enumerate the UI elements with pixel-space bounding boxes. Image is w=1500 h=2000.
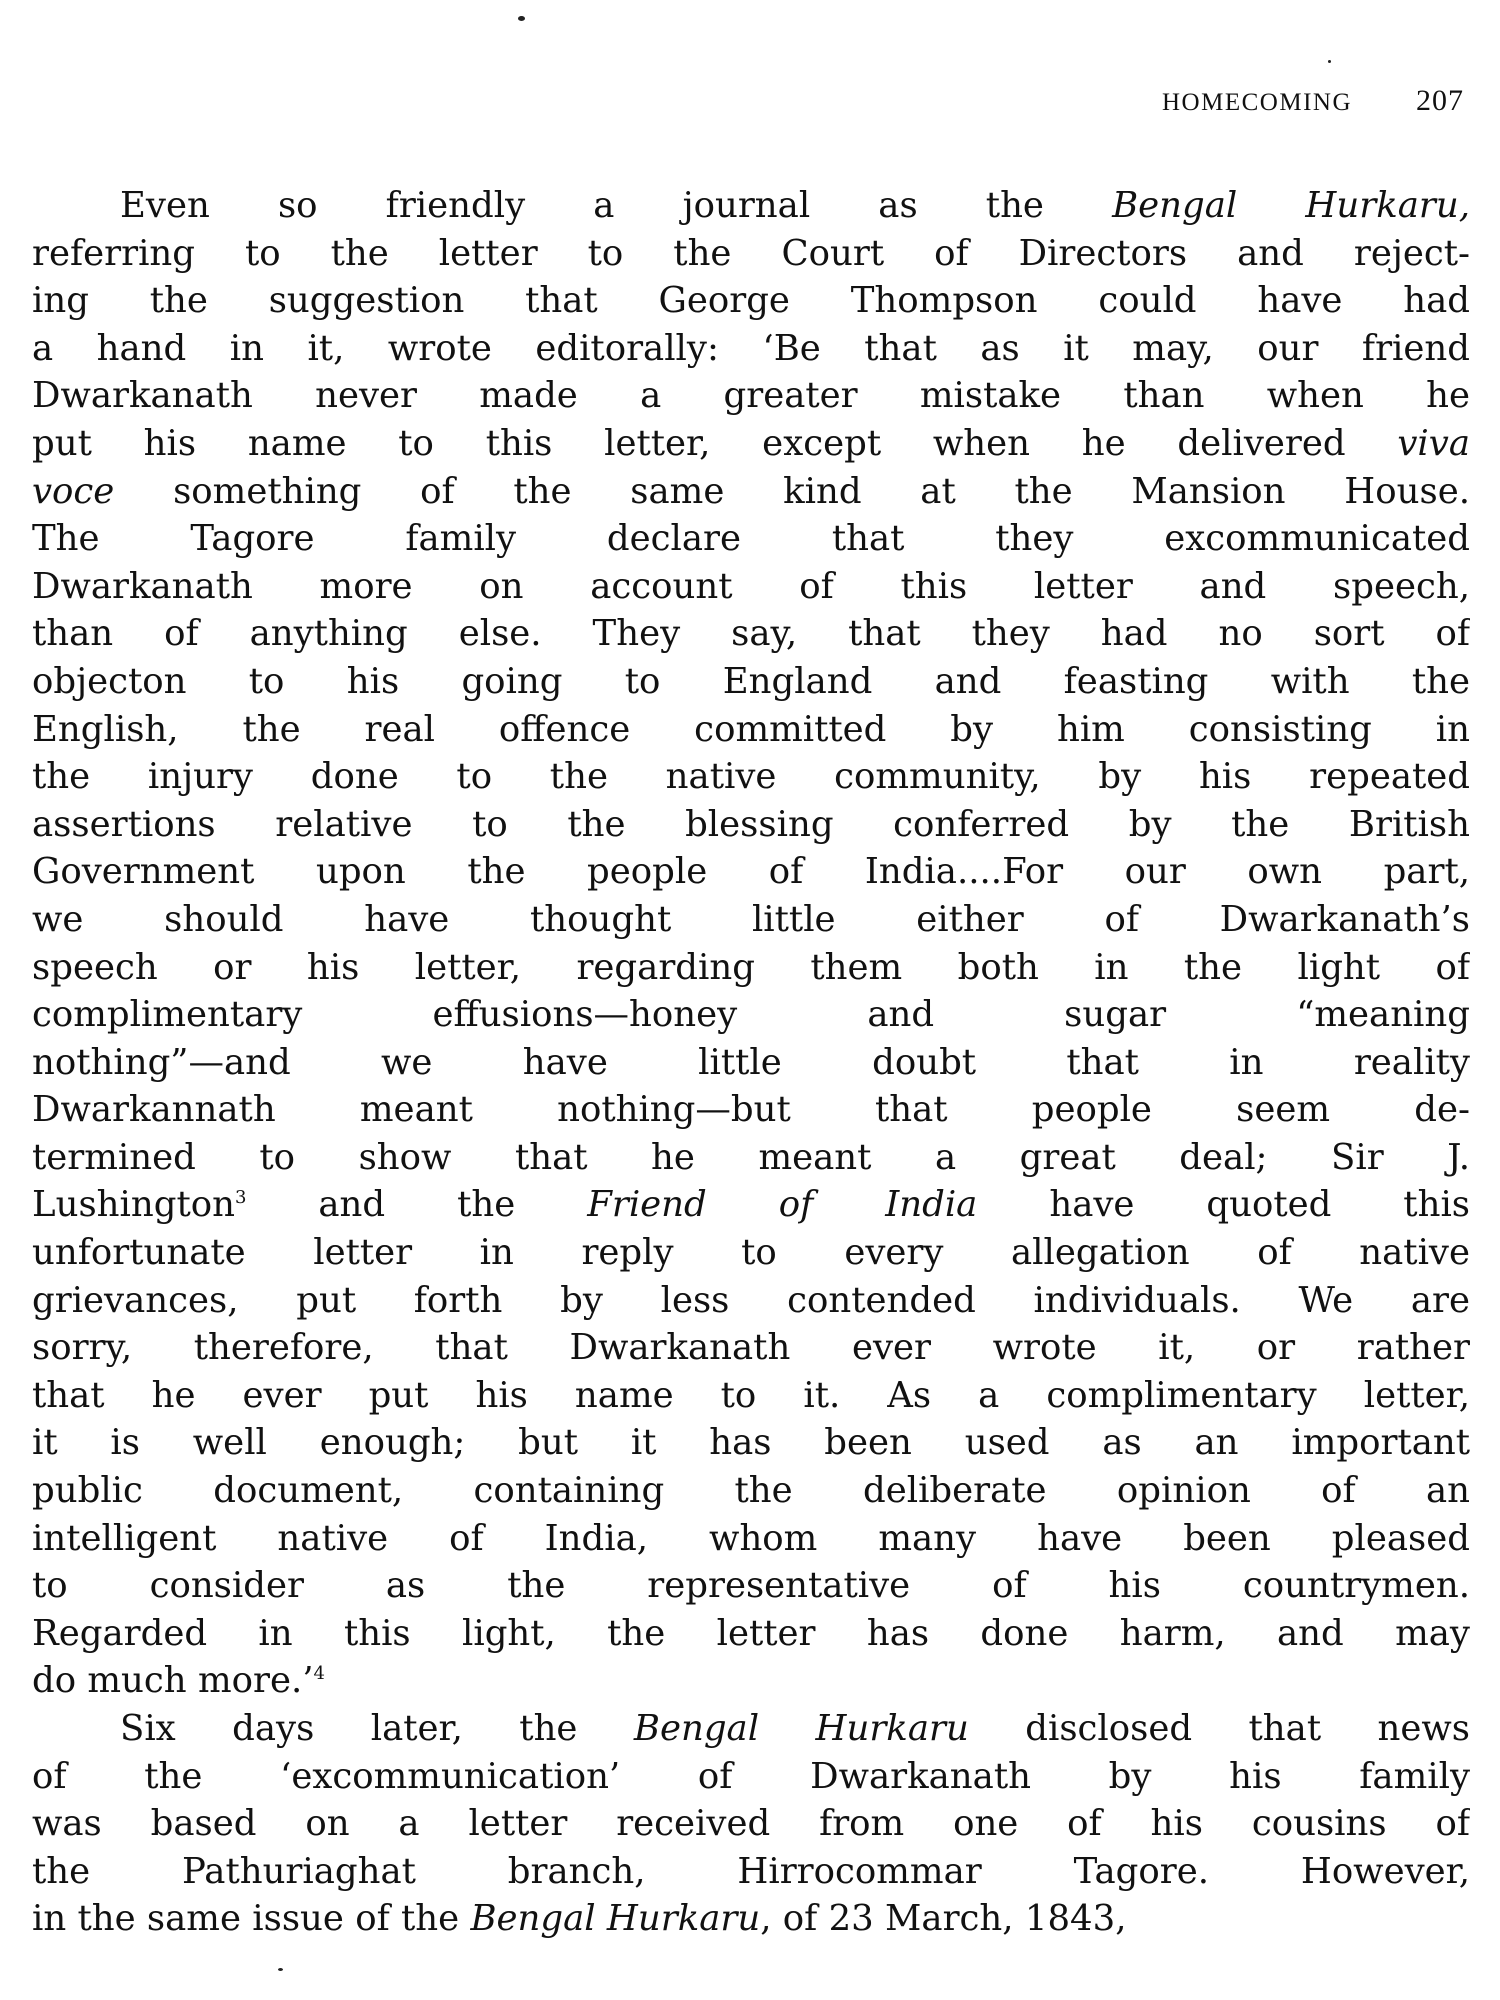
text-run: referring to the letter to the Court of Directors and reject- xyxy=(32,232,1470,274)
text-line xyxy=(32,1324,1470,1372)
text-line xyxy=(32,1895,1470,1943)
scan-speck xyxy=(1328,60,1331,63)
text-line xyxy=(32,848,1470,896)
text-run: something of the same kind at the Mansion House. xyxy=(114,470,1470,512)
paragraph xyxy=(32,182,1470,1705)
text-run: objecton to his going to England and feasting with the xyxy=(32,660,1470,702)
text-run: nothing”—and we have little doubt that in reality xyxy=(32,1041,1470,1083)
text-run: in the same issue of the xyxy=(32,1898,471,1940)
text-line xyxy=(32,1229,1470,1277)
text-run: to consider as the representative of his countrymen. xyxy=(32,1565,1470,1607)
italic-text: viva xyxy=(1397,422,1470,464)
text-run: Dwarkanath more on account of this letter and speech, xyxy=(32,565,1470,607)
text-run: the injury done to the native community, by his repeated xyxy=(32,756,1470,798)
text-line xyxy=(32,753,1470,801)
text-run: was based on a letter received from one of his cousins of xyxy=(32,1803,1470,1845)
text-line xyxy=(32,563,1470,611)
text-line xyxy=(32,420,1470,468)
text-run: do much more.’ xyxy=(32,1660,314,1702)
text-run: speech or his letter, regarding them both in the light of xyxy=(32,946,1470,988)
page-number: 207 xyxy=(1416,84,1464,117)
text-line xyxy=(32,1467,1470,1515)
text-run: the Pathuriaghat branch, Hirrocommar Tagore. However, xyxy=(32,1850,1470,1892)
page-header xyxy=(1162,84,1464,118)
text-run: grievances, put forth by less contended individuals. We are xyxy=(32,1279,1470,1321)
text-run: English, the real offence committed by him consisting in xyxy=(32,708,1470,750)
running-head: HOMECOMING xyxy=(1162,89,1352,116)
text-run: sorry, therefore, that Dwarkanath ever wrote it, or rather xyxy=(32,1327,1470,1369)
scan-speck xyxy=(518,16,525,21)
text-line xyxy=(32,1086,1470,1134)
text-line xyxy=(32,1610,1470,1658)
text-run: have quoted this xyxy=(977,1184,1470,1226)
text-run: The Tagore family declare that they excommunicated xyxy=(32,518,1470,560)
text-line xyxy=(32,1562,1470,1610)
text-run: ing the suggestion that George Thompson could have had xyxy=(32,280,1470,322)
text-run: intelligent native of India, whom many have been pleased xyxy=(32,1517,1470,1559)
text-line xyxy=(32,991,1470,1039)
text-run: Dwarkanath never made a greater mistake than when he xyxy=(32,375,1470,417)
italic-text: Bengal Hurkaru xyxy=(633,1708,969,1749)
text-run: and the xyxy=(246,1184,588,1226)
text-line xyxy=(32,372,1470,420)
text-line xyxy=(32,896,1470,944)
text-line xyxy=(32,1657,1470,1705)
text-run: assertions relative to the blessing conferred by the British xyxy=(32,803,1470,845)
text-run: we should have thought little either of Dwarkanath’s xyxy=(32,898,1470,940)
text-line xyxy=(32,182,1470,230)
text-line xyxy=(32,1039,1470,1087)
text-run: termined to show that he meant a great deal; Sir J. xyxy=(32,1136,1470,1178)
body-text xyxy=(32,182,1470,1943)
paragraph xyxy=(32,1705,1470,1943)
footnote-ref: 4 xyxy=(313,1663,325,1685)
italic-text: Bengal Hurkaru xyxy=(470,1898,761,1940)
text-line xyxy=(32,1277,1470,1325)
text-line xyxy=(32,944,1470,992)
text-line xyxy=(32,658,1470,706)
text-run: put his name to this letter, except when he delivered xyxy=(32,422,1398,464)
text-line xyxy=(32,610,1470,658)
text-line xyxy=(32,230,1470,278)
text-line xyxy=(32,1419,1470,1467)
italic-text: Bengal Hurkaru, xyxy=(1112,185,1470,226)
text-run: Even so friendly a journal as the xyxy=(120,185,1113,226)
text-line xyxy=(32,515,1470,563)
text-run: disclosed that news xyxy=(968,1708,1470,1749)
text-line xyxy=(32,1515,1470,1563)
text-line xyxy=(32,277,1470,325)
text-run: Government upon the people of India....For our own part, xyxy=(32,851,1470,893)
text-line xyxy=(32,1705,1470,1753)
text-run: Lushington xyxy=(32,1184,235,1226)
text-run: that he ever put his name to it. As a complimentary letter, xyxy=(32,1374,1470,1416)
text-run: , of 23 March, 1843, xyxy=(760,1898,1127,1940)
text-line xyxy=(32,1372,1470,1420)
scan-speck xyxy=(278,1968,283,1971)
text-line xyxy=(32,1848,1470,1896)
text-run: unfortunate letter in reply to every allegation of native xyxy=(32,1232,1470,1274)
text-line xyxy=(32,706,1470,754)
text-line xyxy=(32,801,1470,849)
text-run: Regarded in this light, the letter has done harm, and may xyxy=(32,1612,1470,1654)
text-run: complimentary effusions—honey and sugar “meaning xyxy=(32,994,1470,1036)
text-line xyxy=(32,1753,1470,1801)
text-run: it is well enough; but it has been used as an important xyxy=(32,1422,1470,1464)
text-run: Six days later, the xyxy=(120,1708,634,1749)
italic-text: voce xyxy=(32,470,115,512)
text-run: than of anything else. They say, that they had no sort of xyxy=(32,613,1470,655)
footnote-ref: 3 xyxy=(234,1187,247,1209)
text-line xyxy=(32,468,1470,516)
italic-text: Friend of India xyxy=(587,1184,978,1226)
text-run: of the ‘excommunication’ of Dwarkanath by his family xyxy=(32,1755,1470,1797)
text-line xyxy=(32,1134,1470,1182)
text-line xyxy=(32,325,1470,373)
text-line xyxy=(32,1800,1470,1848)
text-run: Dwarkannath meant nothing—but that people seem de- xyxy=(32,1089,1470,1131)
text-line xyxy=(32,1181,1470,1229)
text-run: a hand in it, wrote editorally: ‘Be that as it may, our friend xyxy=(32,327,1470,369)
text-run: public document, containing the deliberate opinion of an xyxy=(32,1470,1470,1512)
